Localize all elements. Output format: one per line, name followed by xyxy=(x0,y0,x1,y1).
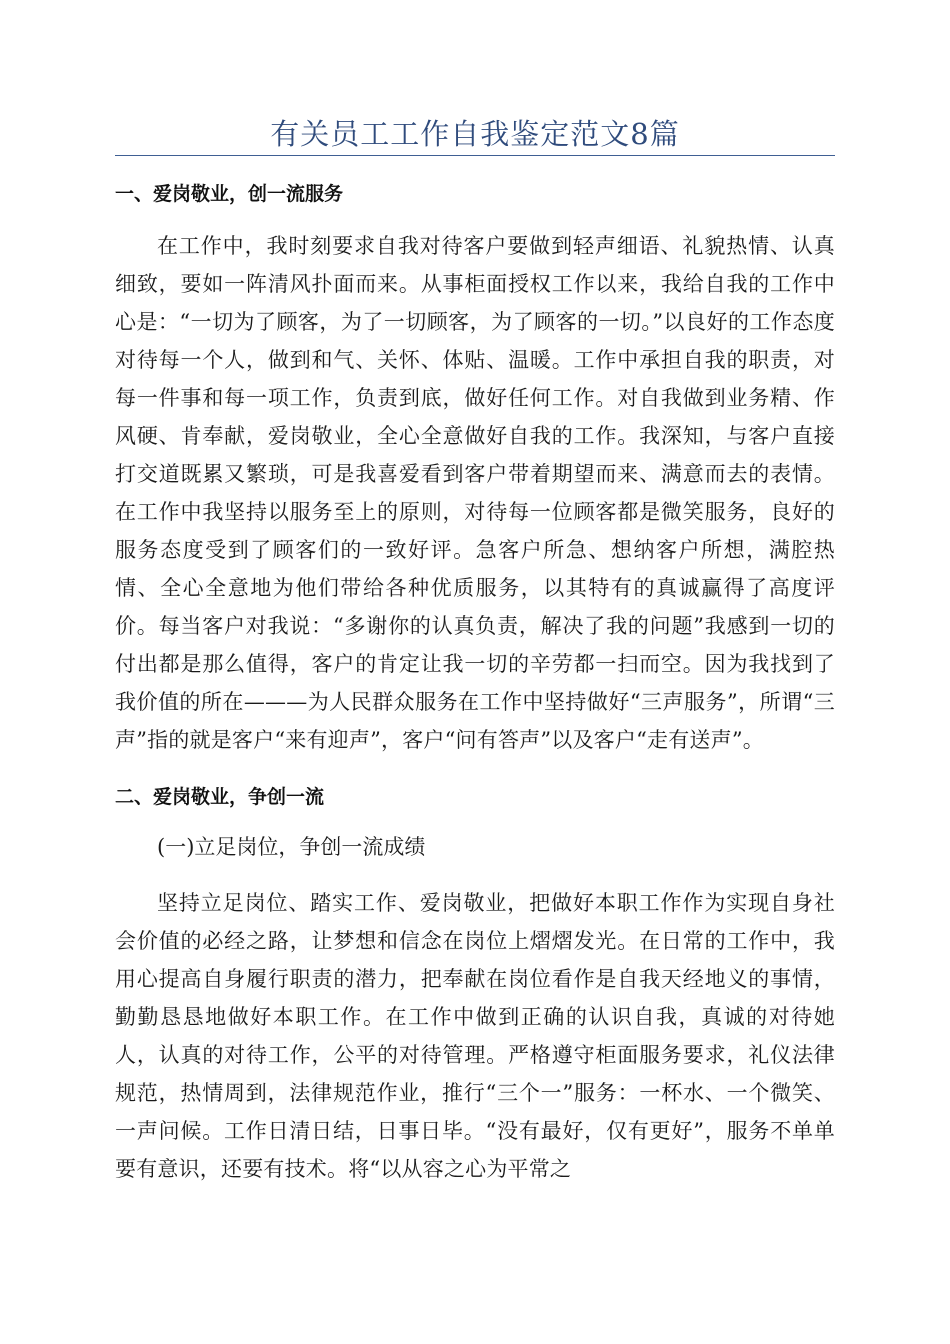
section-2-heading: 二、爱岗敬业，争创一流 xyxy=(115,786,325,808)
section-2-subheading: (一)立足岗位，争创一流成绩 xyxy=(157,835,426,859)
section-2-paragraph: 坚持立足岗位、踏实工作、爱岗敬业，把做好本职工作作为实现自身社会价值的必经之路，让梦想和信念在岗位上熠熠发光。在日常的工作中，我用心提高自身履行职责的潜力，把奉献在岗位看作是自我天经地义的事情，勤勤恳恳地做好本职工作。在工作中做到正确的认识自我，真诚的对待她人，认真的对待工作，公平的对待管理。严格遵守柜面服务要求，礼仪法律规范，热情周到，法律规范作业，推行“三个一”服务：一杯水、一个微笑、一声问候。工作日清日结，日事日毕。“没有最好，仅有更好”，服务不单单要有意识，还要有技术。将“以从容之心为平常之 xyxy=(115,891,835,1181)
section-1-heading: 一、爱岗敬业，创一流服务 xyxy=(115,183,344,205)
document-body xyxy=(115,174,835,1188)
document-title: 有关员工工作自我鉴定范文8篇 xyxy=(270,117,680,151)
title-underline xyxy=(115,155,835,156)
section-1-paragraph: 在工作中，我时刻要求自我对待客户要做到轻声细语、礼貌热情、认真细致，要如一阵清风扑面而来。从事柜面授权工作以来，我给自我的工作中心是：“一切为了顾客，为了一切顾客，为了顾客的一切。”以良好的工作态度对待每一个人，做到和气、关怀、体贴、温暖。工作中承担自我的职责，对每一件事和每一项工作，负责到底，做好任何工作。对自我做到业务精、作风硬、肯奉献，爱岗敬业，全心全意做好自我的工作。我深知，与客户直接打交道既累又繁琐，可是我喜爱看到客户带着期望而来、满意而去的表情。在工作中我坚持以服务至上的原则，对待每一位顾客都是微笑服务，良好的服务态度受到了顾客们的一致好评。急客户所急、想纳客户所想，满腔热情、全心全意地为他们带给各种优质服务，以其特有的真诚赢得了高度评价。每当客户对我说：“多谢你的认真负责，解决了我的问题”我感到一切的付出都是那么值得，客户的肯定让我一切的辛劳都一扫而空。因为我找到了我价值的所在———为人民群众服务在工作中坚持做好“三声服务”，所谓“三声”指的就是客户“来有迎声”，客户“问有答声”以及客户“走有送声”。 xyxy=(115,234,835,752)
